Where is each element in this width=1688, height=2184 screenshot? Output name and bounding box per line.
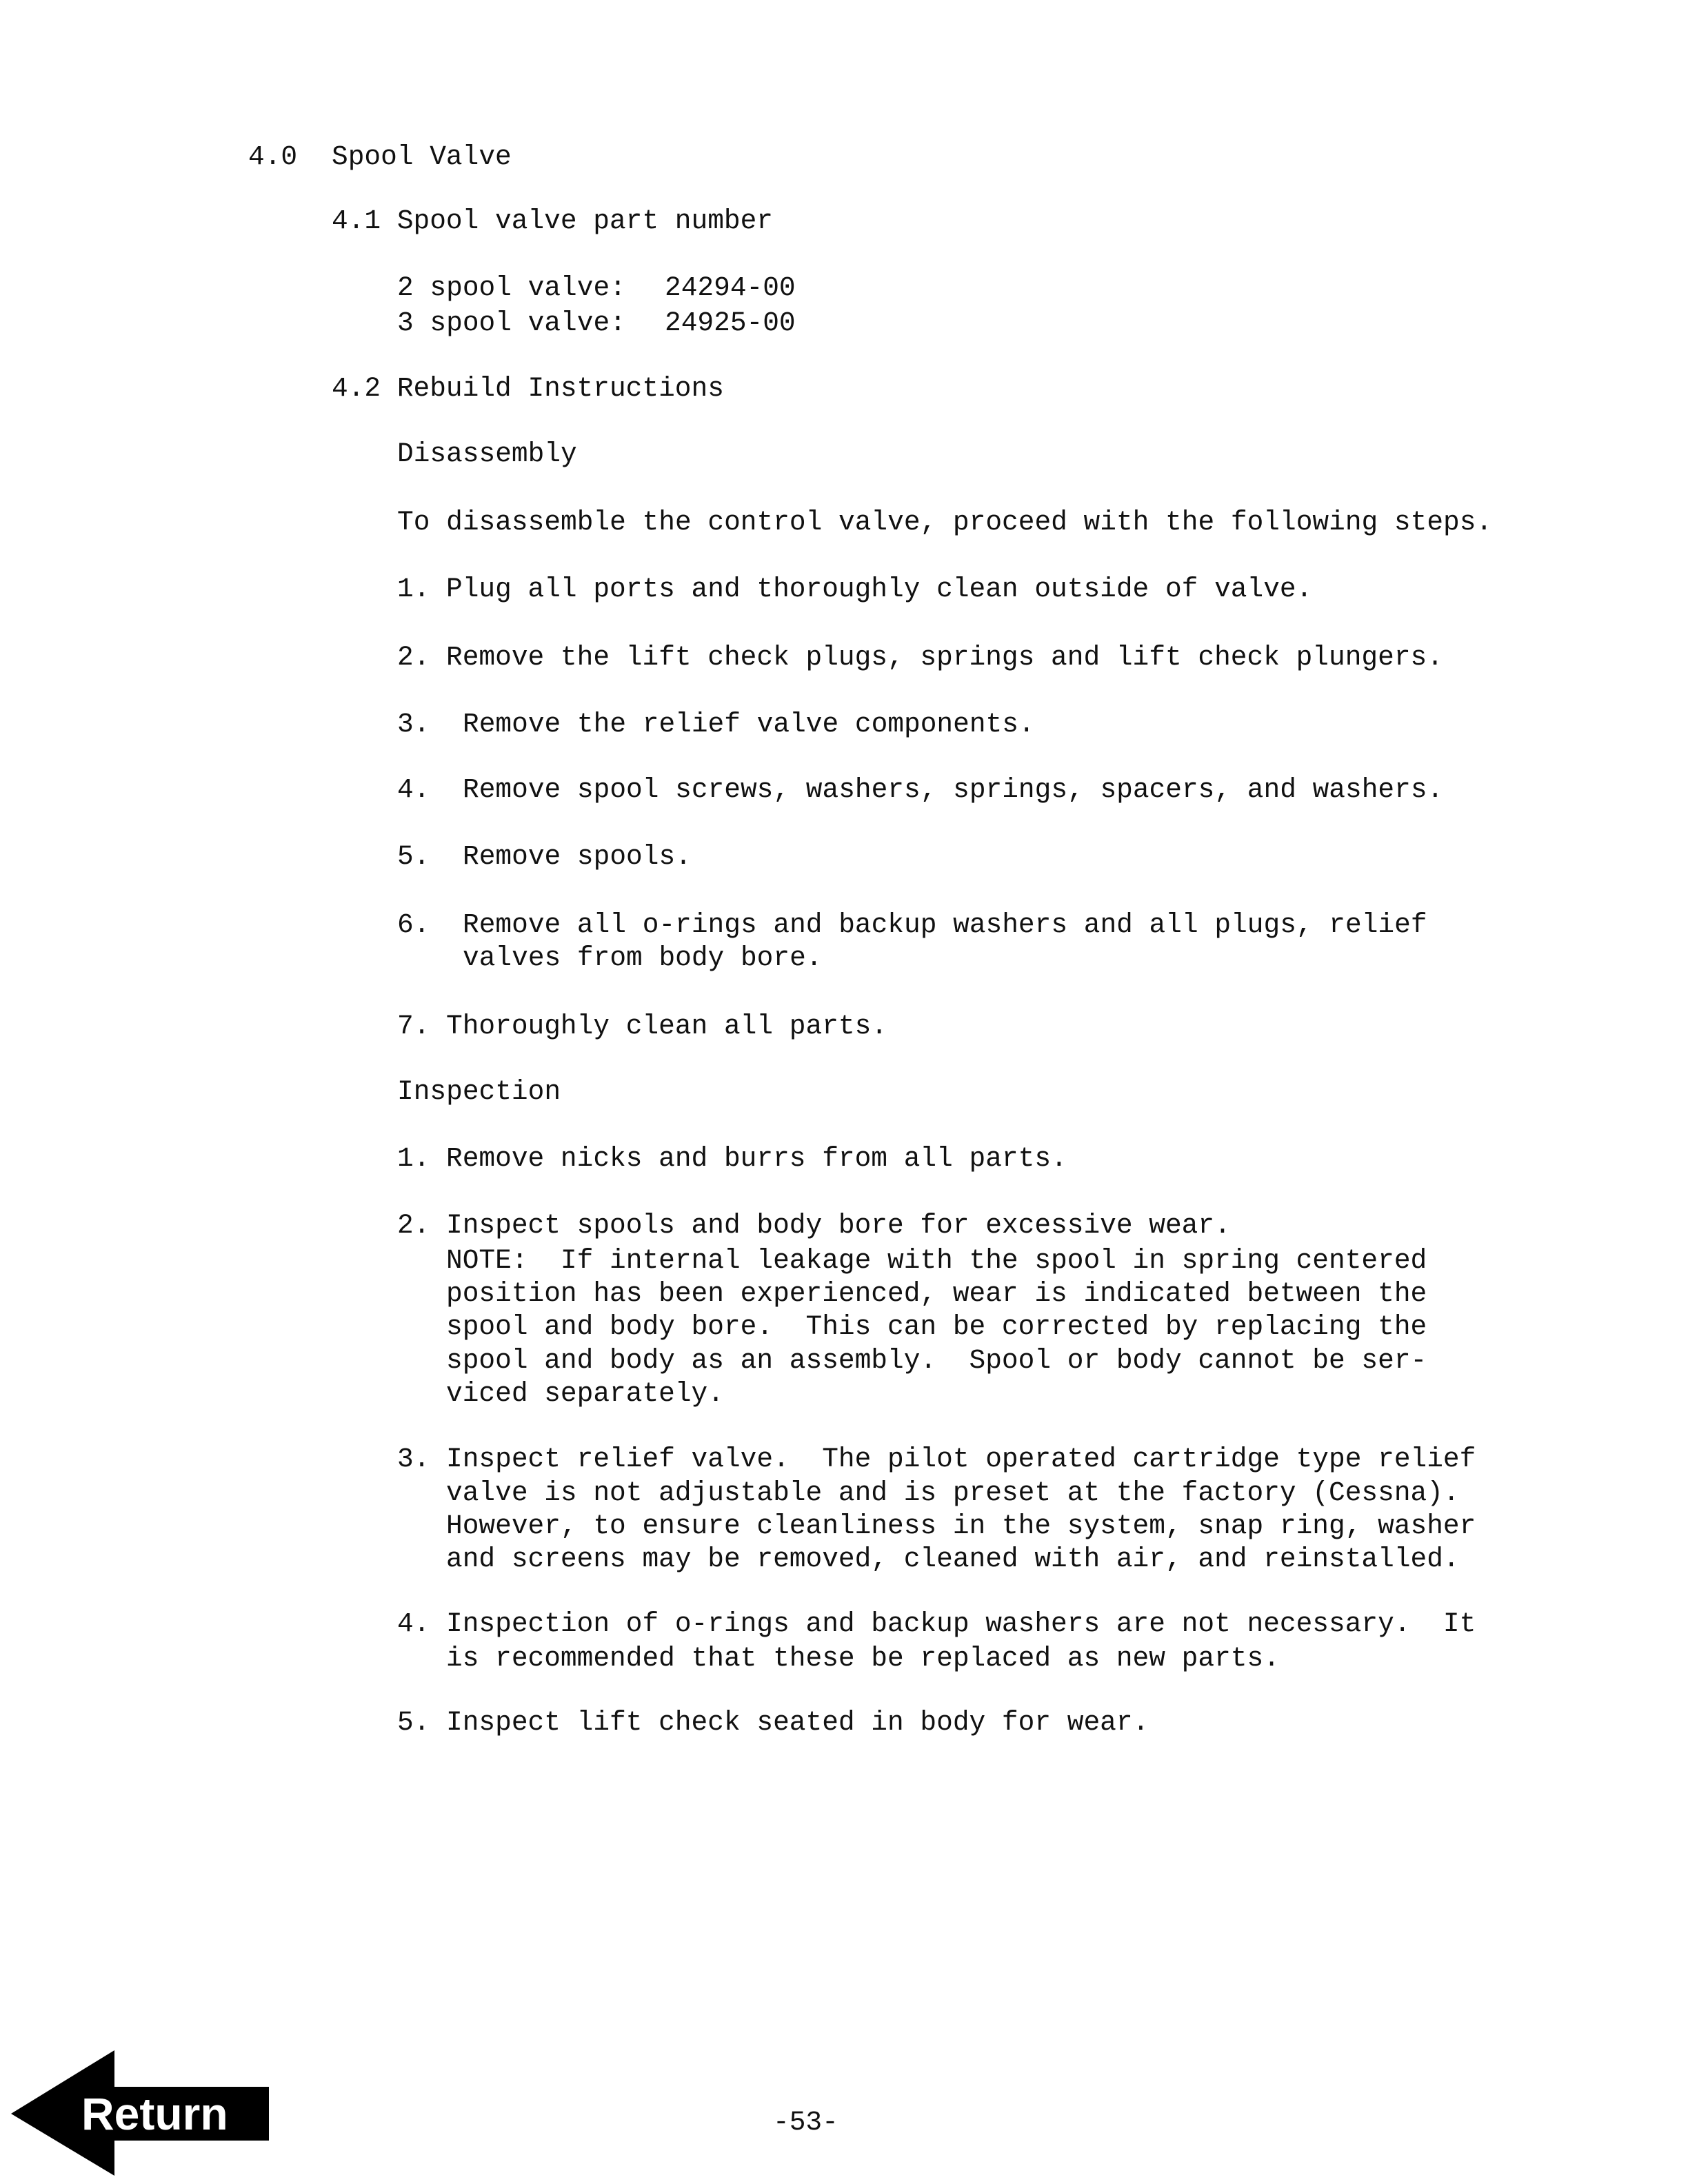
step-number: 2. xyxy=(397,642,430,673)
step-text: Remove spool screws, washers, springs, spacers, and washers. xyxy=(463,774,1444,805)
step-text: Inspect relief valve. The pilot operated cartridge type relief xyxy=(446,1444,1476,1475)
disassembly-intro: To disassemble the control valve, proceed with the following steps. xyxy=(397,507,1493,538)
part-number-heading: 4.1 Spool valve part number xyxy=(332,205,774,236)
step-text: valve is not adjustable and is preset at the factory (Cessna). xyxy=(446,1477,1460,1508)
part-label: 3 spool valve: xyxy=(397,307,626,338)
step-text: Remove all o-rings and backup washers and all plugs, relief xyxy=(463,909,1427,940)
disassembly-title: Disassembly xyxy=(397,438,577,469)
part-label: 2 spool valve: xyxy=(397,272,626,303)
step-number: 3. xyxy=(397,1444,430,1475)
step-text: and screens may be removed, cleaned with air, and reinstalled. xyxy=(446,1544,1460,1575)
step-number: 6. xyxy=(397,909,430,940)
note-text: spool and body as an assembly. Spool or body cannot be ser- xyxy=(446,1345,1427,1376)
step-number: 5. xyxy=(397,841,430,872)
step-text: Remove nicks and burrs from all parts. xyxy=(446,1143,1067,1174)
step-text: Inspect spools and body bore for excessive wear. xyxy=(446,1210,1231,1241)
step-text: is recommended that these be replaced as new parts. xyxy=(446,1643,1280,1674)
section-title: Spool Valve xyxy=(332,141,512,172)
step-number: 1. xyxy=(397,1143,430,1174)
step-number: 2. xyxy=(397,1210,430,1241)
step-text: valves from body bore. xyxy=(463,942,823,973)
step-number: 3. xyxy=(397,709,430,740)
step-text: Remove spools. xyxy=(463,841,692,872)
page-number: -53- xyxy=(773,2107,838,2138)
note-text: spool and body bore. This can be corrected by replacing the xyxy=(446,1311,1427,1342)
step-text: Inspection of o-rings and backup washers are not necessary. It xyxy=(446,1608,1476,1639)
return-label: Return xyxy=(81,2088,228,2139)
part-value: 24925-00 xyxy=(665,307,796,338)
section-number: 4.0 xyxy=(248,141,298,172)
step-number: 4. xyxy=(397,1608,430,1639)
step-number: 4. xyxy=(397,774,430,805)
note-text: position has been experienced, wear is indicated between the xyxy=(446,1278,1427,1309)
step-text: However, to ensure cleanliness in the system, snap ring, washer xyxy=(446,1510,1476,1541)
step-text: Inspect lift check seated in body for wear. xyxy=(446,1707,1149,1738)
return-button[interactable] xyxy=(0,2041,276,2178)
step-number: 7. xyxy=(397,1011,430,1042)
step-number: 1. xyxy=(397,574,430,605)
step-text: Remove the relief valve components. xyxy=(463,709,1035,740)
step-text: Remove the lift check plugs, springs and lift check plungers. xyxy=(446,642,1443,673)
rebuild-heading: 4.2 Rebuild Instructions xyxy=(332,373,724,404)
step-text: Plug all ports and thoroughly clean outside of valve. xyxy=(446,574,1313,605)
note-text: NOTE: If internal leakage with the spool in spring centered xyxy=(446,1245,1427,1276)
inspection-title: Inspection xyxy=(397,1076,561,1107)
note-text: viced separately. xyxy=(446,1378,724,1409)
step-number: 5. xyxy=(397,1707,430,1738)
part-value: 24294-00 xyxy=(665,272,796,303)
step-text: Thoroughly clean all parts. xyxy=(446,1011,888,1042)
